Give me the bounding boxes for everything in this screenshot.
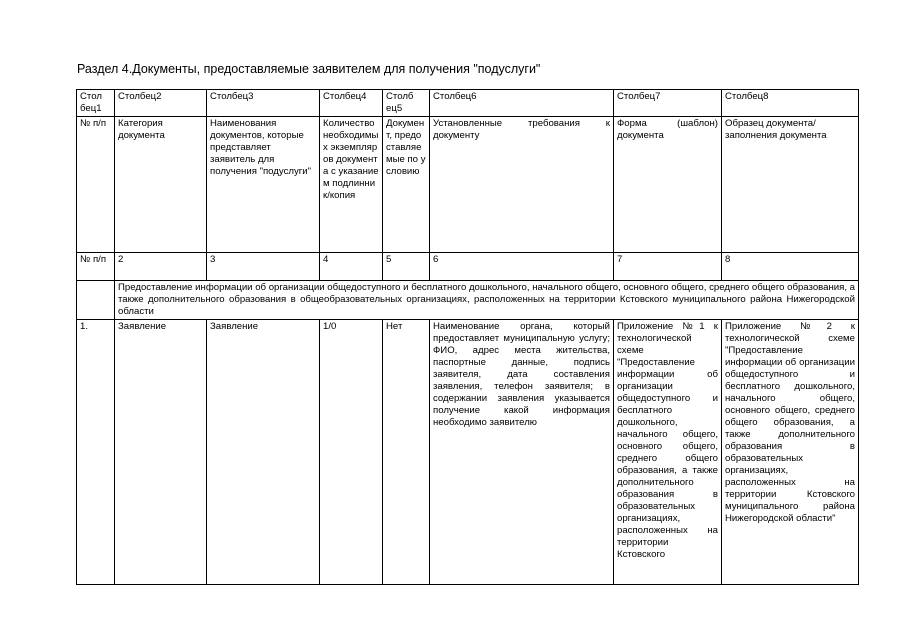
section-row [77, 281, 859, 320]
row-requirements: Наименование органа, который предоставляет муниципальную услугу; ФИО, адрес места жительства, паспортные данные, подпись заявителя, дата составления заявления, телефон заявителя; в содержании заявления указывается получение какой информация необходимо заявителю [430, 320, 614, 585]
row-conditional: Нет [383, 320, 430, 585]
documents-table [76, 89, 859, 585]
row-copies: 1/0 [320, 320, 383, 585]
column-name-1: Стол бец1 [77, 90, 115, 117]
column-name-4: Столбец4 [320, 90, 383, 117]
column-names-row [77, 90, 859, 117]
header-copies: Количество необходимых экземпляров документа с указанием подлинник/копия [320, 117, 383, 253]
number-cell-2: 2 [115, 253, 207, 281]
number-row [77, 253, 859, 281]
header-number: № п/п [77, 117, 115, 253]
header-category: Категория документа [115, 117, 207, 253]
table-row [77, 320, 859, 585]
number-cell-6: 6 [430, 253, 614, 281]
section-title: Предоставление информации об организации общедоступного и бесплатного дошкольного, начального общего, основного общего, среднего общего образования, а также дополнительного образования в общеобразовательных организациях, расположенных на территории Кстовского муниципального района Нижегородской области [115, 281, 859, 320]
number-cell-5: 5 [383, 253, 430, 281]
number-cell-4: 4 [320, 253, 383, 281]
row-number: 1. [77, 320, 115, 585]
row-form: Приложение №1 к технологической схеме "Предоставление информации об организации общедоступного и бесплатного дошкольного, начального общего, основного общего, среднего общего образования, а также дополнительного образования в образовательных организациях, расположенных на территории Кстовского [614, 320, 722, 585]
row-document-name: Заявление [207, 320, 320, 585]
column-name-8: Столбец8 [722, 90, 859, 117]
section-heading: Раздел 4.Документы, предоставляемые заявителем для получения "подуслуги" [77, 62, 541, 76]
column-name-3: Столбец3 [207, 90, 320, 117]
header-requirements: Установленные требования к документу [430, 117, 614, 253]
header-row [77, 117, 859, 253]
header-document-names: Наименования документов, которые представляет заявитель для получения "подуслуги" [207, 117, 320, 253]
row-sample: Приложение №2 к технологической схеме "Предоставление информации об организации общедоступного и бесплатного дошкольного, начального общего, основного общего, среднего общего образования, а также дополнительного образования в образовательных организациях, расположенных на территории Кстовского муниципального района Нижегородской области" [722, 320, 859, 585]
header-conditional: Документ, предоставляемые по условию [383, 117, 430, 253]
number-cell-7: 7 [614, 253, 722, 281]
column-name-7: Столбец7 [614, 90, 722, 117]
header-form: Форма (шаблон) документа [614, 117, 722, 253]
number-cell-3: 3 [207, 253, 320, 281]
header-sample: Образец документа/заполнения документа [722, 117, 859, 253]
row-category: Заявление [115, 320, 207, 585]
number-cell-8: 8 [722, 253, 859, 281]
column-name-2: Столбец2 [115, 90, 207, 117]
number-cell-1: № п/п [77, 253, 115, 281]
column-name-6: Столбец6 [430, 90, 614, 117]
section-empty-cell [77, 281, 115, 320]
column-name-5: Столб ец5 [383, 90, 430, 117]
